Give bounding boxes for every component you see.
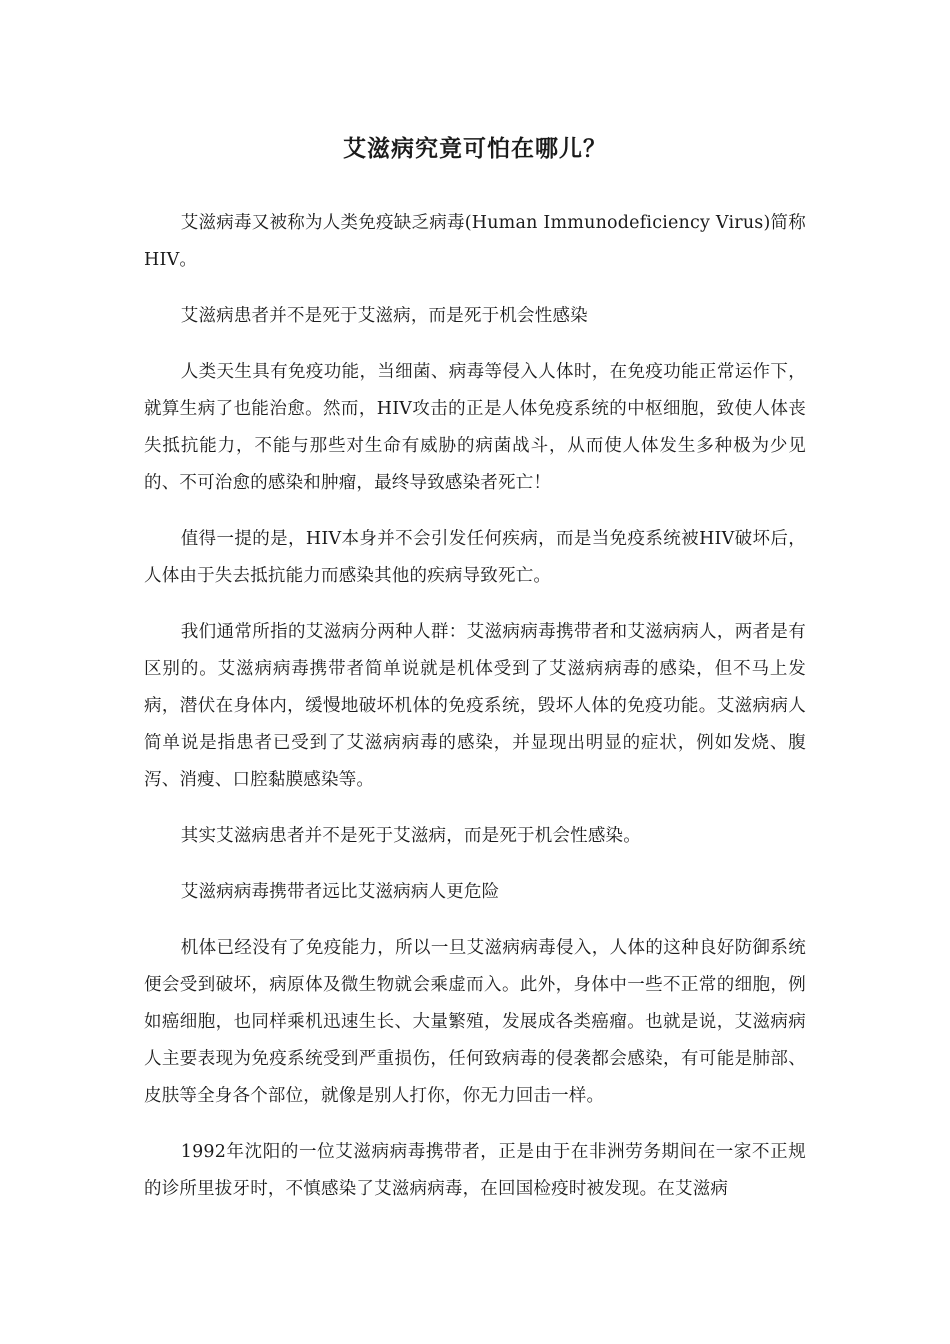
paragraph-two-groups: 我们通常所指的艾滋病分两种人群：艾滋病病毒携带者和艾滋病病人，两者是有区别的。艾滋病病毒携带者简单说就是机体受到了艾滋病病毒的感染，但不马上发病，潜伏在身体内，缓慢地破坏机体的免疫系统，毁坏人体的免疫功能。艾滋病病人简单说是指患者已受到了艾滋病病毒的感染，并显现出明显的症状，例如发烧、腹泻、消瘦、口腔黏膜感染等。 xyxy=(144,622,806,790)
paragraph-subheading-carriers: 艾滋病病毒携带者远比艾滋病病人更危险 xyxy=(180,882,500,902)
paragraph-no-immunity: 机体已经没有了免疫能力，所以一旦艾滋病病毒侵入，人体的这种良好防御系统便会受到破坏，病原体及微生物就会乘虚而入。此外，身体中一些不正常的细胞，例如癌细胞，也同样乘机迅速生长、大量繁殖，发展成各类癌瘤。也就是说，艾滋病病人主要表现为免疫系统受到严重损伤，任何致病毒的侵袭都会感染，有可能是肺部、皮肤等全身各个部位，就像是别人打你，你无力回击一样。 xyxy=(144,938,806,1106)
paragraph-actually-die-of: 其实艾滋病患者并不是死于艾滋病，而是死于机会性感染。 xyxy=(180,826,641,846)
paragraph-hiv-definition: 艾滋病毒又被称为人类免疫缺乏病毒(Human Immunodeficiency Virus)简称HIV。 xyxy=(144,213,806,270)
paragraph-subheading-opportunistic: 艾滋病患者并不是死于艾滋病，而是死于机会性感染 xyxy=(180,306,588,326)
paragraph-shenyang-case: 1992年沈阳的一位艾滋病病毒携带者，正是由于在非洲劳务期间在一家不正规的诊所里拔牙时，不慎感染了艾滋病病毒，在回国检疫时被发现。在艾滋病 xyxy=(144,1142,806,1199)
paragraph-hiv-itself: 值得一提的是，HIV本身并不会引发任何疾病，而是当免疫系统被HIV破坏后，人体由于失去抵抗能力而感染其他的疾病导致死亡。 xyxy=(144,529,806,586)
paragraph-immune-function: 人类天生具有免疫功能，当细菌、病毒等侵入人体时，在免疫功能正常运作下，就算生病了也能治愈。然而，HIV攻击的正是人体免疫系统的中枢细胞，致使人体丧失抵抗能力，不能与那些对生命有威胁的病菌战斗，从而使人体发生多种极为少见的、不可治愈的感染和肿瘤，最终导致感染者死亡！ xyxy=(144,362,806,493)
document-body xyxy=(144,205,806,1227)
document-title: 艾滋病究竟可怕在哪儿？ xyxy=(343,136,607,162)
